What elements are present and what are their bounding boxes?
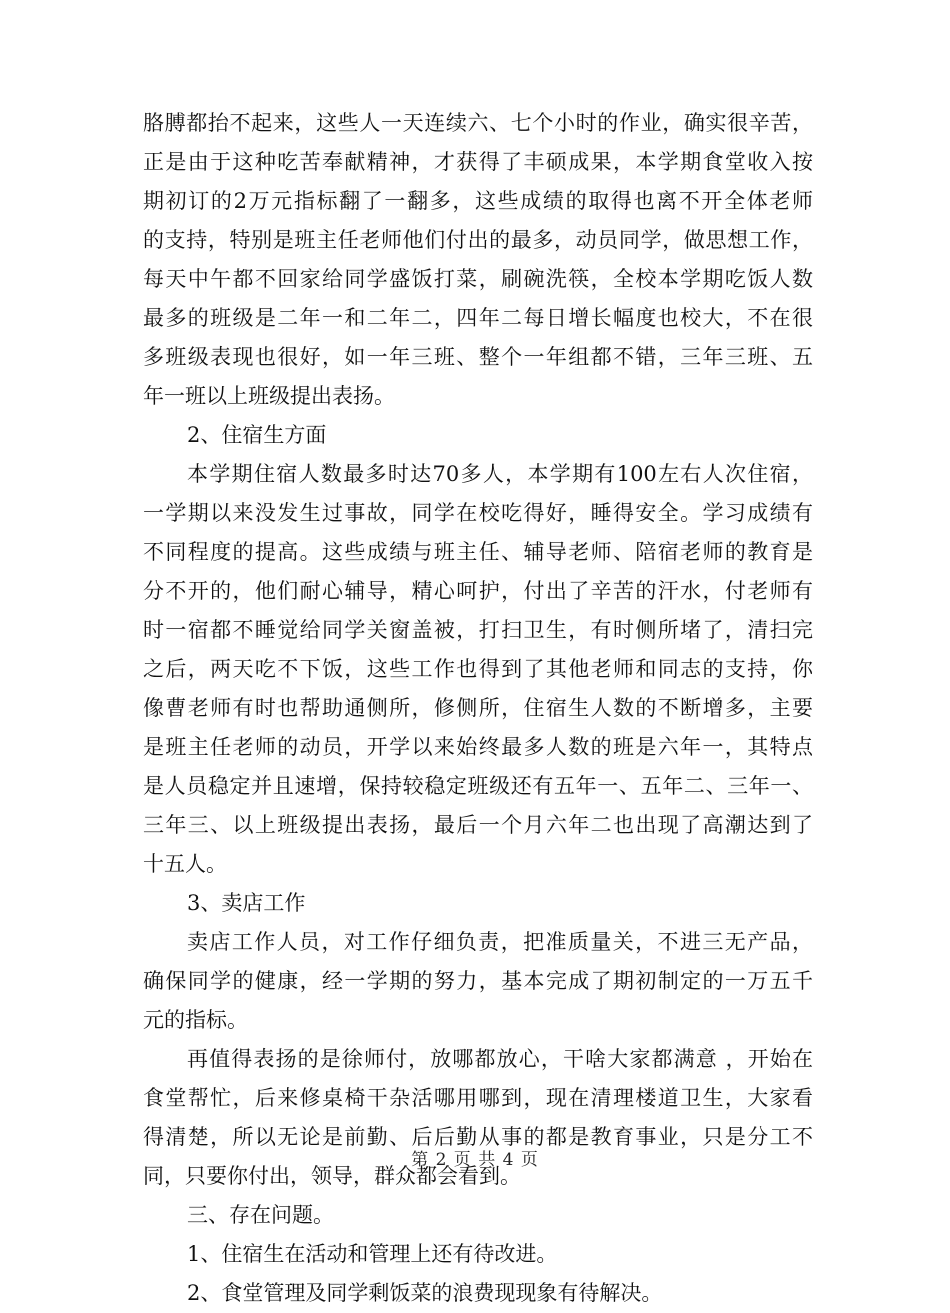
paragraph-line: 不同程度的提高。这些成绩与班主任、辅导老师、陪宿老师的教育是	[143, 540, 813, 564]
paragraph-line: 元的指标。	[143, 1008, 248, 1032]
section-heading: 2、住宿生方面	[187, 423, 327, 447]
paragraph-line: 确保同学的健康，经一学期的努力，基本完成了期初制定的一万五千	[143, 969, 813, 993]
paragraph-line: 同，只要你付出，领导，群众都会看到。	[143, 1164, 521, 1188]
page-number: 第 2 页 共 4 页	[411, 1150, 539, 1170]
paragraph-line: 分不开的，他们耐心辅导，精心呵护，付出了辛苦的汗水，付老师有	[143, 579, 813, 603]
paragraph-line: 十五人。	[143, 852, 227, 876]
list-item: 2、食堂管理及同学剩饭菜的浪费现现象有待解决。	[187, 1281, 663, 1305]
paragraph-line: 再值得表扬的是徐师付，放哪都放心，干啥大家都满意 ，开始在	[187, 1047, 813, 1071]
paragraph-line: 每天中午都不回家给同学盛饭打菜，刷碗洗筷，全校本学期吃饭人数	[143, 267, 813, 291]
paragraph-line: 之后，两天吃不下饭，这些工作也得到了其他老师和同志的支持，你	[143, 657, 813, 681]
paragraph-line: 食堂帮忙，后来修桌椅干杂活哪用哪到，现在清理楼道卫生，大家看	[143, 1086, 813, 1110]
section-heading: 三、存在问题。	[187, 1203, 334, 1227]
paragraph-line: 多班级表现也很好，如一年三班、整个一年组都不错，三年三班、五	[143, 345, 813, 369]
paragraph-line: 是人员稳定并且速增，保持较稳定班级还有五年一、五年二、三年一、	[143, 774, 813, 798]
paragraph-line: 期初订的2万元指标翻了一翻多，这些成绩的取得也离不开全体老师	[143, 189, 813, 213]
paragraph-line: 的支持，特别是班主任老师他们付出的最多，动员同学，做思想工作，	[143, 228, 813, 252]
paragraph-line: 本学期住宿人数最多时达70多人，本学期有100左右人次住宿，	[187, 462, 813, 486]
list-item: 1、住宿生在活动和管理上还有待改进。	[187, 1242, 558, 1266]
paragraph-line: 正是由于这种吃苦奉献精神，才获得了丰硕成果，本学期食堂收入按	[143, 150, 813, 174]
paragraph-line: 年一班以上班级提出表扬。	[143, 384, 395, 408]
document-body	[143, 104, 813, 1313]
section-heading: 3、卖店工作	[187, 891, 306, 915]
paragraph-line: 最多的班级是二年一和二年二，四年二每日增长幅度也校大，不在很	[143, 306, 813, 330]
paragraph-line: 是班主任老师的动员，开学以来始终最多人数的班是六年一，其特点	[143, 735, 813, 759]
paragraph-line: 胳膊都抬不起来，这些人一天连续六、七个小时的作业，确实很辛苦，	[143, 111, 813, 135]
paragraph-line: 像曹老师有时也帮助通侧所，修侧所，住宿生人数的不断增多，主要	[143, 696, 813, 720]
paragraph-line: 得清楚，所以无论是前勤、后后勤从事的都是教育事业，只是分工不	[143, 1125, 813, 1149]
paragraph-line: 时一宿都不睡觉给同学关窗盖被，打扫卫生，有时侧所堵了，清扫完	[143, 618, 813, 642]
paragraph-line: 一学期以来没发生过事故，同学在校吃得好，睡得安全。学习成绩有	[143, 501, 813, 525]
paragraph-line: 三年三、以上班级提出表扬，最后一个月六年二也出现了高潮达到了	[143, 813, 813, 837]
paragraph-line: 卖店工作人员，对工作仔细负责，把准质量关，不进三无产品，	[187, 930, 813, 954]
